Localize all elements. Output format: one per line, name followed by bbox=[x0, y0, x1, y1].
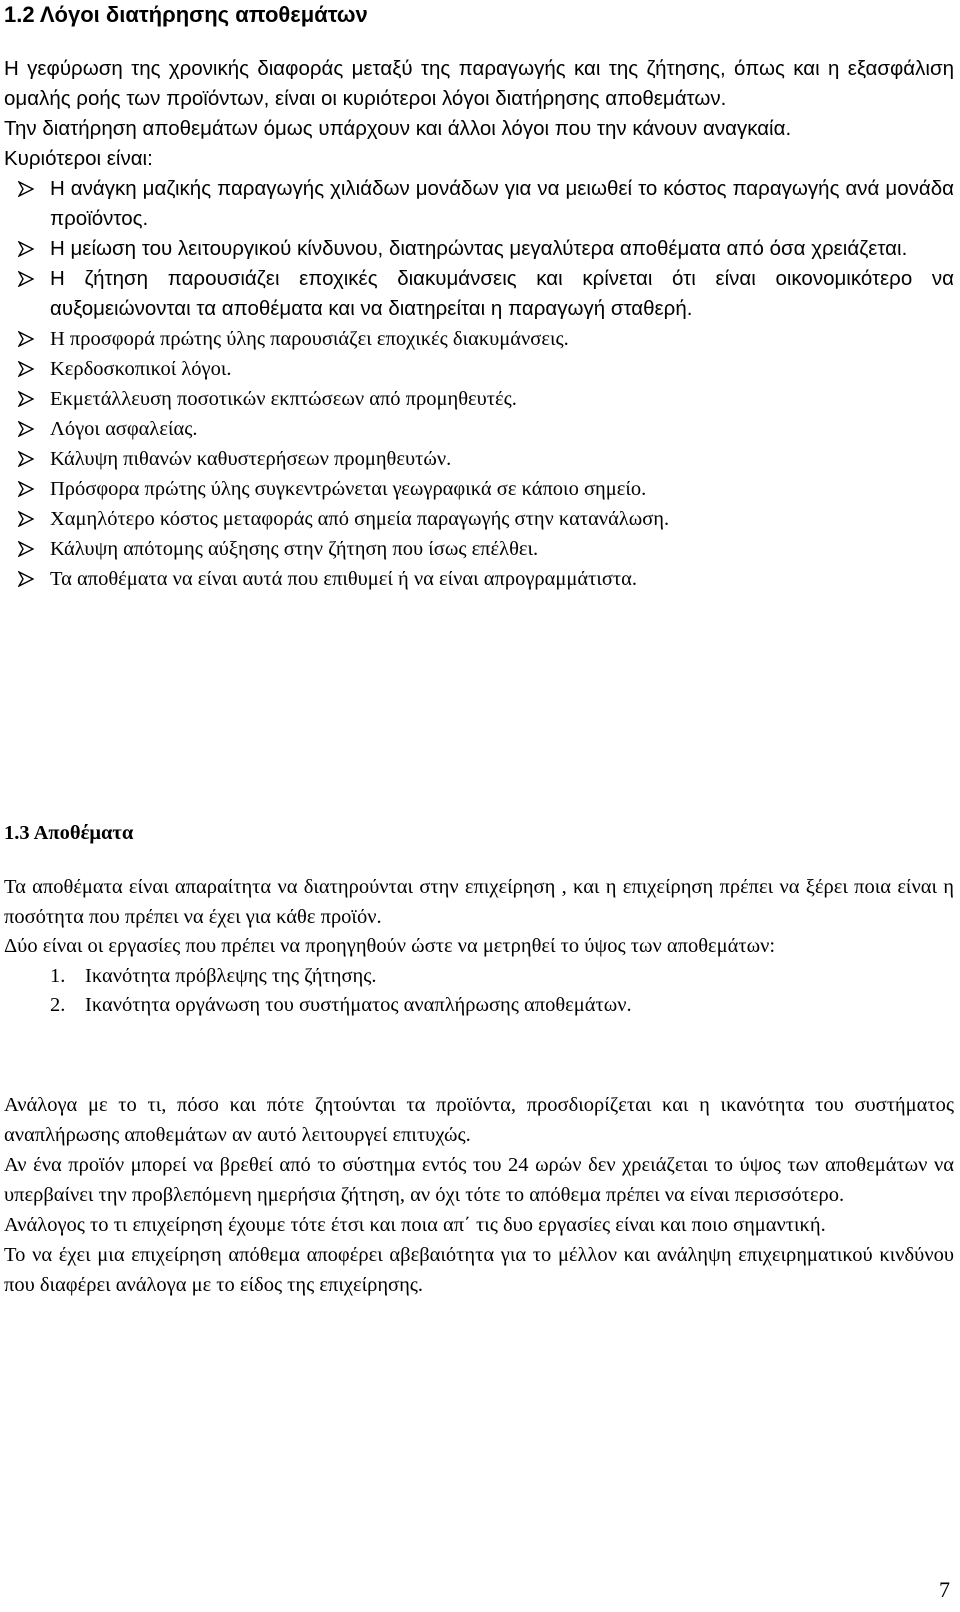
list-item-text: Πρόσφορα πρώτης ύλης συγκεντρώνεται γεωγραφικά σε κάποιο σημείο. bbox=[50, 478, 647, 500]
arrowhead-bullet-icon bbox=[18, 331, 34, 347]
paragraph: Τα αποθέματα είναι απαραίτητα να διατηρούνται στην επιχείρηση , και η επιχείρηση πρέπει να ξέρει ποια είναι η ποσότητα που πρέπει να έχει για κάθε προϊόν. bbox=[4, 876, 954, 928]
list-item-text: Εκμετάλλευση ποσοτικών εκπτώσεων από προμηθευτές. bbox=[50, 388, 517, 410]
list-item-text: Κάλυψη απότομης αύξησης στην ζήτηση που ίσως επέλθει. bbox=[50, 538, 539, 560]
tasks-list bbox=[4, 962, 954, 1021]
list-item bbox=[4, 414, 954, 444]
list-item bbox=[4, 474, 954, 504]
arrowhead-bullet-icon bbox=[18, 271, 34, 287]
paragraph: Δύο είναι οι εργασίες που πρέπει να προηγηθούν ώστε να μετρηθεί το ύψος των αποθεμάτων: bbox=[4, 935, 776, 957]
section-1-3-body bbox=[4, 873, 954, 1021]
paragraph: Ανάλογα με το τι, πόσο και πότε ζητούνται τα προϊόντα, προσδιορίζεται και η ικανότητα του συστήματος αναπλήρωσης αποθεμάτων αν αυτό λειτουργεί επιτυχώς. bbox=[4, 1094, 954, 1146]
list-item-text: Κερδοσκοπικοί λόγοι. bbox=[50, 358, 232, 380]
section-1-3-body-continued bbox=[4, 1090, 954, 1300]
list-item-text: Η ανάγκη μαζικής παραγωγής χιλιάδων μονάδων για να μειωθεί το κόστος παραγωγής ανά μονάδα προϊόντος. bbox=[50, 177, 954, 230]
paragraph: Την διατήρηση αποθεμάτων όμως υπάρχουν και άλλοι λόγοι που την κάνουν αναγκαία. bbox=[4, 117, 792, 140]
arrowhead-bullet-icon bbox=[18, 481, 34, 497]
list-item bbox=[4, 504, 954, 534]
list-item-text: Η μείωση του λειτουργικού κίνδυνου, διατηρώντας μεγαλύτερα αποθέματα από όσα χρειάζεται. bbox=[50, 237, 908, 260]
arrowhead-bullet-icon bbox=[18, 241, 34, 257]
section-heading-1-2: 1.2 Λόγοι διατήρησης αποθεμάτων bbox=[4, 2, 368, 27]
list-item bbox=[4, 384, 954, 414]
arrowhead-bullet-icon bbox=[18, 421, 34, 437]
list-item-text: Ικανότητα πρόβλεψης της ζήτησης. bbox=[85, 964, 377, 987]
paragraph: Το να έχει μια επιχείρηση απόθεμα αποφέρει αβεβαιότητα για το μέλλον και ανάληψη επιχειρηματικού κινδύνου που διαφέρει ανάλογα με το είδος της επιχείρησης. bbox=[4, 1244, 954, 1296]
list-item-text: Ικανότητα οργάνωση του συστήματος αναπλήρωσης αποθεμάτων. bbox=[85, 994, 632, 1016]
arrowhead-bullet-icon bbox=[18, 361, 34, 377]
paragraph: Ανάλογος το τι επιχείρηση έχουμε τότε έτσι και ποια απ΄ τις δυο εργασίες είναι και ποιο σημαντική. bbox=[4, 1214, 826, 1236]
list-item-text: Η ζήτηση παρουσιάζει εποχικές διακυμάνσεις και κρίνεται ότι είναι οικονομικότερο να αυξομειώνονται τα αποθέματα και να διατηρείται η παραγωγή σταθερή. bbox=[50, 267, 954, 320]
list-item-number: 2. bbox=[50, 994, 66, 1016]
paragraph: Η γεφύρωση της χρονικής διαφοράς μεταξύ της παραγωγής και της ζήτησης, όπως και η εξασφάλιση ομαλής ροής των προϊόντων, είναι οι κυριότεροι λόγοι διατήρησης αποθεμάτων. bbox=[4, 57, 954, 110]
page-number: 7 bbox=[939, 1577, 950, 1602]
arrowhead-bullet-icon bbox=[18, 451, 34, 467]
list-item bbox=[4, 174, 954, 234]
reasons-list bbox=[4, 174, 954, 594]
section-1-2-body bbox=[4, 54, 954, 594]
paragraph: Κυριότεροι είναι: bbox=[4, 147, 153, 170]
list-item bbox=[4, 991, 954, 1021]
list-item bbox=[4, 354, 954, 384]
section-heading-1-3: 1.3 Αποθέματα bbox=[4, 822, 134, 844]
list-item bbox=[4, 534, 954, 564]
paragraph: Αν ένα προϊόν μπορεί να βρεθεί από το σύστημα εντός του 24 ωρών δεν χρειάζεται το ύψος των αποθεμάτων να υπερβαίνει την προβλεπόμενη ημερήσια ζήτηση, αν όχι τότε το απόθεμα πρέπει να είναι περισσότερο. bbox=[4, 1154, 954, 1206]
arrowhead-bullet-icon bbox=[18, 541, 34, 557]
list-item-text: Χαμηλότερο κόστος μεταφοράς από σημεία παραγωγής στην κατανάλωση. bbox=[50, 508, 670, 530]
list-item bbox=[4, 962, 954, 992]
list-item bbox=[4, 324, 954, 354]
arrowhead-bullet-icon bbox=[18, 571, 34, 587]
arrowhead-bullet-icon bbox=[18, 391, 34, 407]
list-item-text: Η προσφορά πρώτης ύλης παρουσιάζει εποχικές διακυμάνσεις. bbox=[50, 328, 569, 350]
list-item-text: Κάλυψη πιθανών καθυστερήσεων προμηθευτών. bbox=[50, 448, 452, 470]
list-item bbox=[4, 264, 954, 324]
list-item-text: Τα αποθέματα να είναι αυτά που επιθυμεί ή να είναι απρογραμμάτιστα. bbox=[50, 568, 638, 590]
list-item bbox=[4, 444, 954, 474]
arrowhead-bullet-icon bbox=[18, 181, 34, 197]
arrowhead-bullet-icon bbox=[18, 511, 34, 527]
list-item-number: 1. bbox=[50, 964, 66, 987]
list-item bbox=[4, 234, 954, 264]
list-item-text: Λόγοι ασφαλείας. bbox=[50, 418, 198, 440]
list-item bbox=[4, 564, 954, 594]
